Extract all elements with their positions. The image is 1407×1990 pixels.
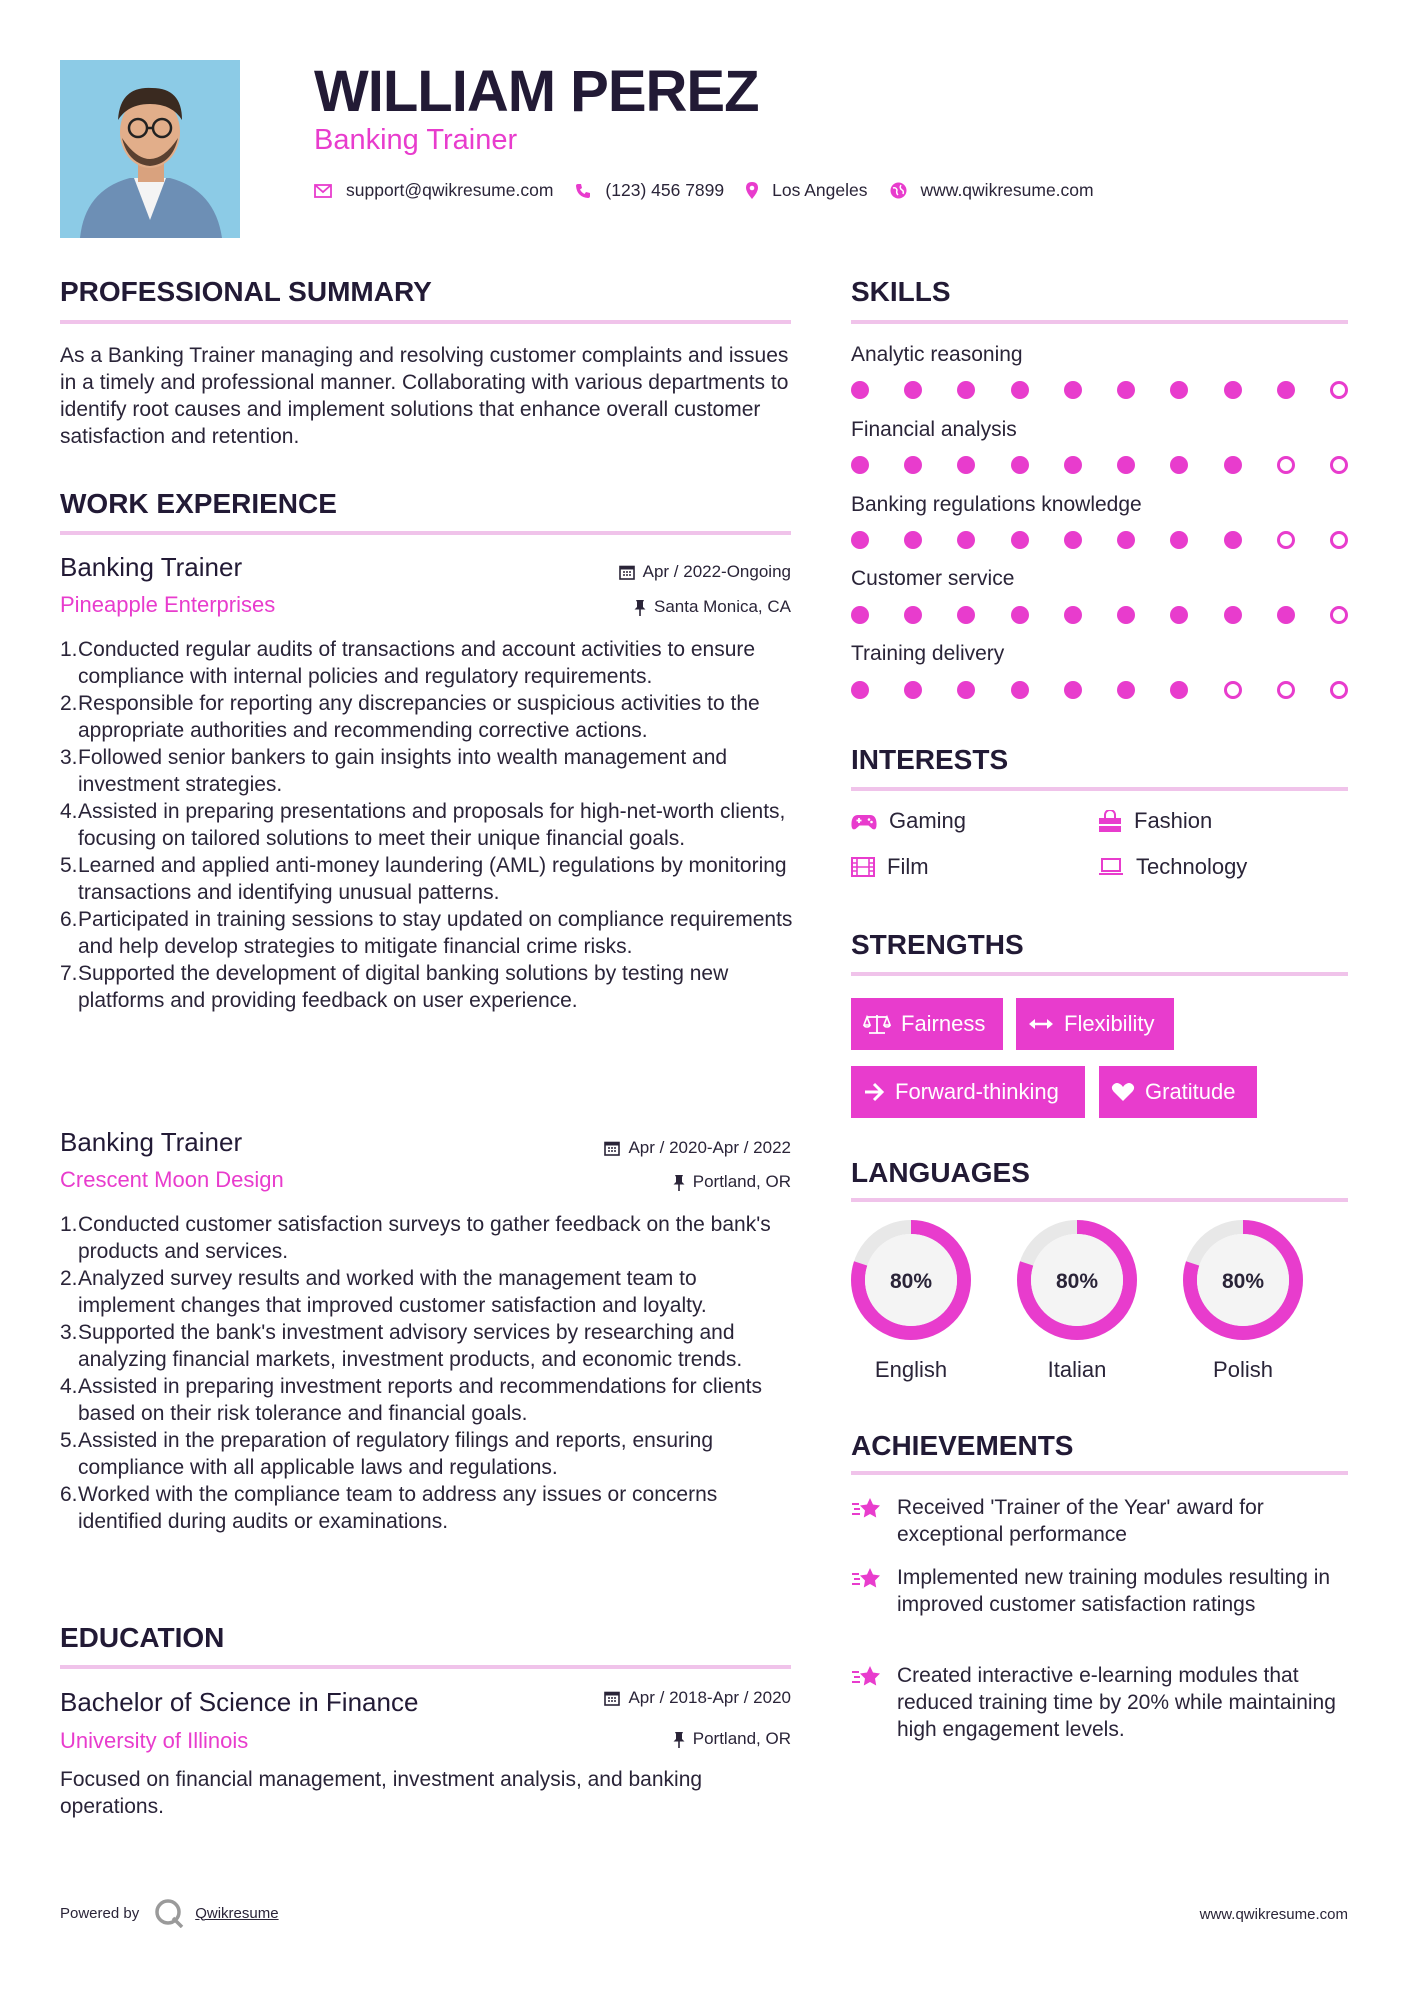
- strength-flexibility: Flexibility: [1016, 998, 1174, 1050]
- rating-dot-empty: [1330, 681, 1348, 699]
- rating-dot-empty: [1330, 606, 1348, 624]
- contact-website[interactable]: [890, 180, 1094, 201]
- shooting-star-icon: [851, 1566, 883, 1592]
- phone-text: (123) 456 7899: [605, 180, 725, 200]
- rating-dot-filled: [1117, 681, 1135, 699]
- strength-fairness: Fairness: [851, 998, 1003, 1050]
- film-icon: [851, 857, 875, 877]
- footer-powered-by: Powered by Qwikresume: [60, 1898, 279, 1928]
- rating-dot-filled: [1011, 531, 1029, 549]
- rating-dot-filled: [904, 681, 922, 699]
- achievement-item: Implemented new training modules resulting in improved customer satisfaction ratings: [851, 1564, 1351, 1618]
- job-dates: Apr / 2022-Ongoing: [619, 562, 791, 582]
- education-description: Focused on financial management, investment analysis, and banking operations.: [60, 1768, 703, 1818]
- contact-email[interactable]: [314, 180, 553, 201]
- globe-icon: [890, 182, 907, 199]
- job-title: Banking Trainer: [60, 1127, 243, 1157]
- rating-dot-empty: [1330, 531, 1348, 549]
- rating-dot-filled: [851, 606, 869, 624]
- rating-dot-filled: [851, 381, 869, 399]
- list-item: 5. Learned and applied anti-money laundering (AML) regulations by monitoring transactions and identifying unusual patterns.: [60, 854, 787, 904]
- rating-dot-filled: [1064, 456, 1082, 474]
- rating-dot-filled: [851, 681, 869, 699]
- shooting-star-icon: [851, 1496, 883, 1522]
- laptop-icon: [1098, 858, 1124, 876]
- list-item: 2. Responsible for reporting any discrepancies or suspicious activities to the appropriate authorities and recommending corrective actions.: [60, 692, 760, 742]
- job-company: Crescent Moon Design: [60, 1167, 284, 1192]
- rating-dot-empty: [1277, 681, 1295, 699]
- skills-heading: SKILLS: [851, 276, 951, 307]
- language-polish: [1181, 1218, 1305, 1383]
- rating-dot-filled: [957, 606, 975, 624]
- rating-dot-filled: [957, 531, 975, 549]
- rating-dot-empty: [1277, 531, 1295, 549]
- interest-technology: Technology: [1098, 854, 1247, 880]
- languages-heading: LANGUAGES: [851, 1157, 1030, 1188]
- phone-icon: [575, 183, 591, 199]
- rating-dot-filled: [1170, 531, 1188, 549]
- language-name: Italian: [1047, 1357, 1107, 1382]
- pushpin-icon: [673, 1731, 685, 1748]
- rating-dot-filled: [1170, 381, 1188, 399]
- interests-heading: INTERESTS: [851, 744, 1009, 775]
- pushpin-icon: [673, 1174, 685, 1191]
- contact-phone[interactable]: [575, 180, 724, 201]
- education-heading: EDUCATION: [60, 1622, 225, 1653]
- interest-gaming: Gaming: [851, 808, 966, 834]
- candidate-name: WILLIAM PEREZ: [314, 59, 759, 124]
- rating-dot-filled: [957, 381, 975, 399]
- rating-dot-filled: [1117, 606, 1135, 624]
- rating-dot-filled: [1011, 381, 1029, 399]
- candidate-title: Banking Trainer: [314, 124, 518, 156]
- language-percent: 80%: [889, 1270, 933, 1293]
- job-dates: Apr / 2020-Apr / 2022: [604, 1138, 791, 1158]
- rating-dot-filled: [1011, 606, 1029, 624]
- list-item: 4. Assisted in preparing presentations and proposals for high-net-worth clients, focusing on tailored solutions to meet their unique financial goals.: [60, 800, 786, 850]
- achievement-item: Received 'Trainer of the Year' award for exceptional performance: [851, 1494, 1351, 1548]
- language-italian: [1015, 1218, 1139, 1383]
- job-bullets: [60, 1211, 796, 1535]
- skill-rating: [851, 381, 1348, 399]
- strengths-heading: STRENGTHS: [851, 929, 1024, 960]
- work-heading: WORK EXPERIENCE: [60, 488, 337, 519]
- achievements-divider: [851, 1471, 1348, 1475]
- rating-dot-filled: [1064, 606, 1082, 624]
- achievements-heading: ACHIEVEMENTS: [851, 1430, 1074, 1461]
- location-text: Los Angeles: [772, 180, 868, 200]
- language-name: English: [874, 1357, 948, 1382]
- rating-dot-filled: [904, 606, 922, 624]
- rating-dot-empty: [1330, 456, 1348, 474]
- rating-dot-filled: [904, 456, 922, 474]
- list-item: 6. Participated in training sessions to stay updated on compliance requirements and help develop strategies to mitigate financial crime risks.: [60, 908, 793, 958]
- school-name: University of Illinois: [60, 1728, 249, 1753]
- calendar-icon: [619, 564, 635, 580]
- skill-name: Analytic reasoning: [851, 343, 1023, 366]
- rating-dot-filled: [1064, 681, 1082, 699]
- education-dates: Apr / 2018-Apr / 2020: [604, 1688, 791, 1708]
- rating-dot-filled: [1224, 381, 1242, 399]
- languages-divider: [851, 1198, 1348, 1202]
- rating-dot-filled: [851, 531, 869, 549]
- qwikresume-link[interactable]: Qwikresume: [195, 1904, 279, 1922]
- language-progress-ring: [1015, 1218, 1139, 1342]
- footer-website[interactable]: www.qwikresume.com: [1199, 1906, 1348, 1923]
- work-divider: [60, 531, 791, 535]
- interests-divider: [851, 787, 1348, 791]
- email-text: support@qwikresume.com: [346, 180, 554, 200]
- job-location: Santa Monica, CA: [634, 597, 791, 617]
- interest-film: Film: [851, 854, 929, 880]
- language-percent: 80%: [1221, 1270, 1265, 1293]
- profile-photo: [60, 60, 240, 238]
- language-percent: 80%: [1055, 1270, 1099, 1293]
- map-pin-icon: [746, 182, 758, 199]
- skill-name: Customer service: [851, 567, 1015, 590]
- balance-scale-icon: [863, 1013, 891, 1035]
- website-text: www.qwikresume.com: [920, 180, 1094, 200]
- rating-dot-filled: [1170, 606, 1188, 624]
- arrow-right-icon: [863, 1082, 885, 1102]
- list-item: 7. Supported the development of digital banking solutions by testing new platforms and providing feedback on user experience.: [60, 962, 729, 1012]
- rating-dot-filled: [1064, 381, 1082, 399]
- education-location: Portland, OR: [673, 1729, 791, 1749]
- rating-dot-filled: [1170, 681, 1188, 699]
- rating-dot-filled: [1224, 531, 1242, 549]
- list-item: 2. Analyzed survey results and worked with the management team to implement changes that improved customer satisfaction and loyalty.: [60, 1267, 707, 1317]
- achievement-item: Created interactive e-learning modules that reduced training time by 20% while maintaining high engagement levels.: [851, 1662, 1351, 1743]
- rating-dot-empty: [1277, 456, 1295, 474]
- list-item: 3. Supported the bank's investment advisory services by researching and analyzing financial markets, investment products, and economic trends.: [60, 1321, 743, 1371]
- skill-rating: [851, 681, 1348, 699]
- rating-dot-filled: [1277, 606, 1295, 624]
- gamepad-icon: [851, 812, 877, 830]
- job-title: Banking Trainer: [60, 552, 243, 582]
- skill-name: Banking regulations knowledge: [851, 493, 1142, 516]
- skill-rating: [851, 456, 1348, 474]
- skill-rating: [851, 606, 1348, 624]
- job-bullets: [60, 636, 796, 1014]
- arrows-horizontal-icon: [1028, 1016, 1054, 1032]
- contact-bar: [314, 180, 1116, 201]
- language-english: [849, 1218, 973, 1383]
- rating-dot-filled: [1117, 381, 1135, 399]
- rating-dot-empty: [1330, 381, 1348, 399]
- skill-rating: [851, 531, 1348, 549]
- skill-name: Financial analysis: [851, 418, 1017, 441]
- language-progress-ring: [849, 1218, 973, 1342]
- calendar-icon: [604, 1690, 620, 1706]
- job-location: Portland, OR: [673, 1172, 791, 1192]
- rating-dot-filled: [1224, 606, 1242, 624]
- rating-dot-filled: [1064, 531, 1082, 549]
- rating-dot-filled: [1011, 456, 1029, 474]
- list-item: 3. Followed senior bankers to gain insights into wealth management and investment strategies.: [60, 746, 728, 796]
- language-name: Polish: [1213, 1357, 1273, 1382]
- job-company: Pineapple Enterprises: [60, 592, 276, 617]
- list-item: 1. Conducted regular audits of transactions and account activities to ensure compliance with internal policies and regulatory requirements.: [60, 638, 756, 688]
- heart-icon: [1111, 1082, 1135, 1102]
- envelope-icon: [314, 184, 332, 198]
- skill-name: Training delivery: [851, 642, 1005, 665]
- rating-dot-filled: [1117, 456, 1135, 474]
- list-item: 4. Assisted in preparing investment reports and recommendations for clients based on their risk tolerance and financial goals.: [60, 1375, 762, 1425]
- summary-divider: [60, 320, 791, 324]
- degree-title: Bachelor of Science in Finance: [60, 1687, 419, 1717]
- skills-divider: [851, 320, 1348, 324]
- interest-fashion: Fashion: [1098, 808, 1212, 834]
- rating-dot-filled: [1224, 456, 1242, 474]
- shopping-bag-icon: [1098, 810, 1122, 832]
- rating-dot-empty: [1224, 681, 1242, 699]
- pushpin-icon: [634, 599, 646, 616]
- summary-heading: PROFESSIONAL SUMMARY: [60, 276, 432, 307]
- summary-text: As a Banking Trainer managing and resolving customer complaints and issues in a timely and professional manner. Collaborating with various departments to identify root causes and implement solutions that enhance overall customer satisfaction and retention.: [60, 344, 789, 448]
- list-item: 5. Assisted in the preparation of regulatory filings and reports, ensuring compliance with all applicable laws and regulations.: [60, 1429, 714, 1479]
- education-divider: [60, 1665, 791, 1669]
- strength-gratitude: Gratitude: [1099, 1066, 1257, 1118]
- rating-dot-filled: [1170, 456, 1188, 474]
- rating-dot-filled: [904, 381, 922, 399]
- language-progress-ring: [1181, 1218, 1305, 1342]
- rating-dot-filled: [1277, 381, 1295, 399]
- list-item: 6. Worked with the compliance team to address any issues or concerns identified during audits or examinations.: [60, 1483, 718, 1533]
- shooting-star-icon: [851, 1664, 883, 1690]
- rating-dot-filled: [957, 681, 975, 699]
- contact-location: [746, 180, 867, 201]
- qwikresume-logo-icon: [153, 1898, 187, 1928]
- calendar-icon: [604, 1140, 620, 1156]
- rating-dot-filled: [851, 456, 869, 474]
- list-item: 1. Conducted customer satisfaction surveys to gather feedback on the bank's products and services.: [60, 1213, 771, 1263]
- strength-forward-thinking: Forward-thinking: [851, 1066, 1085, 1118]
- rating-dot-filled: [1117, 531, 1135, 549]
- rating-dot-filled: [904, 531, 922, 549]
- rating-dot-filled: [957, 456, 975, 474]
- strengths-divider: [851, 972, 1348, 976]
- rating-dot-filled: [1011, 681, 1029, 699]
